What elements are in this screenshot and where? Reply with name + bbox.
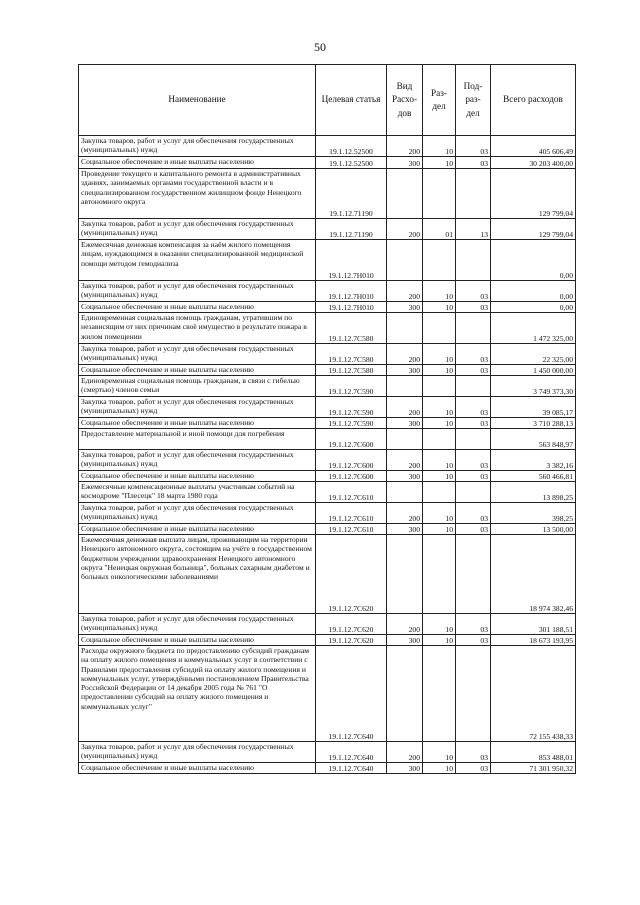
table-row bbox=[79, 397, 576, 418]
row-podrazdel: 03 bbox=[456, 503, 491, 524]
table-row bbox=[79, 418, 576, 429]
row-name: Закупка товаров, работ и услуг для обеспечения государственных (муниципальных) нужд bbox=[79, 344, 316, 365]
row-vid: 200 bbox=[387, 614, 423, 635]
row-code: 19.1.12.52500 bbox=[316, 157, 387, 169]
row-vid: 300 bbox=[387, 302, 423, 313]
row-razdel: 10 bbox=[423, 635, 456, 646]
row-podrazdel: 03 bbox=[456, 742, 491, 763]
row-razdel: 10 bbox=[423, 614, 456, 635]
row-vid: 200 bbox=[387, 136, 423, 157]
row-code: 19.1.12.7C580 bbox=[316, 365, 387, 376]
table-row bbox=[79, 281, 576, 302]
row-code: 19.1.12.7C640 bbox=[316, 763, 387, 774]
row-code: 19.1.12.7C600 bbox=[316, 450, 387, 471]
row-total: 72 155 438,33 bbox=[491, 646, 576, 742]
row-name: Закупка товаров, работ и услуг для обеспечения государственных (муниципальных) нужд bbox=[79, 614, 316, 635]
row-razdel bbox=[423, 535, 456, 614]
row-podrazdel bbox=[456, 535, 491, 614]
row-razdel: 10 bbox=[423, 365, 456, 376]
table-row bbox=[79, 471, 576, 482]
row-podrazdel: 03 bbox=[456, 365, 491, 376]
row-total: 129 799,04 bbox=[491, 169, 576, 219]
row-vid bbox=[387, 169, 423, 219]
row-name: Единовременная социальная помощь гражданам, в связи с гибелью (смертью) членов семьи bbox=[79, 376, 316, 397]
row-code: 19.1.12.7C610 bbox=[316, 482, 387, 503]
row-total: 129 799,04 bbox=[491, 219, 576, 240]
row-razdel: 10 bbox=[423, 471, 456, 482]
row-name: Закупка товаров, работ и услуг для обеспечения государственных (муниципальных) нужд bbox=[79, 742, 316, 763]
row-razdel: 10 bbox=[423, 524, 456, 535]
row-podrazdel bbox=[456, 429, 491, 450]
table-row bbox=[79, 503, 576, 524]
row-name: Расходы окружного бюджета по предоставлению субсидий гражданам на оплату жилого помещения и коммунальных услуг в соответствии с Правилами предоставления субсидий на оплату жилого помещения и коммунальных услуг, утверждёнными постановлением Правительства Российской Федерации от 14 декабря 2005 года № 761 "О предоставлении субсидий на оплату жилого помещения и коммунальных услуг" bbox=[79, 646, 316, 742]
budget-table bbox=[78, 64, 576, 774]
row-vid bbox=[387, 429, 423, 450]
row-podrazdel: 03 bbox=[456, 614, 491, 635]
row-total: 853 488,01 bbox=[491, 742, 576, 763]
table-row bbox=[79, 763, 576, 774]
row-total: 0,00 bbox=[491, 281, 576, 302]
table-row bbox=[79, 240, 576, 281]
table-row bbox=[79, 136, 576, 157]
row-name: Социальное обеспечение и иные выплаты населению bbox=[79, 524, 316, 535]
table-row bbox=[79, 614, 576, 635]
row-total: 1 472 325,00 bbox=[491, 313, 576, 344]
row-total: 560 466,81 bbox=[491, 471, 576, 482]
row-razdel: 10 bbox=[423, 742, 456, 763]
row-total: 13 500,00 bbox=[491, 524, 576, 535]
table-row bbox=[79, 524, 576, 535]
row-vid: 300 bbox=[387, 763, 423, 774]
row-vid: 200 bbox=[387, 344, 423, 365]
row-name: Закупка товаров, работ и услуг для обеспечения государственных (муниципальных) нужд bbox=[79, 219, 316, 240]
row-code: 19.1.12.7C590 bbox=[316, 397, 387, 418]
row-vid: 300 bbox=[387, 157, 423, 169]
row-vid: 200 bbox=[387, 281, 423, 302]
row-podrazdel bbox=[456, 482, 491, 503]
row-name: Единовременная социальная помощь гражданам, утратившим по независящим от них причинам своё имущество в результате пожара в жилом помещении bbox=[79, 313, 316, 344]
row-podrazdel: 03 bbox=[456, 344, 491, 365]
table-row bbox=[79, 157, 576, 169]
row-code: 19.1.12.7C640 bbox=[316, 742, 387, 763]
row-razdel: 10 bbox=[423, 136, 456, 157]
row-podrazdel bbox=[456, 646, 491, 742]
table-row bbox=[79, 429, 576, 450]
row-podrazdel: 03 bbox=[456, 418, 491, 429]
row-code: 19.1.12.7C640 bbox=[316, 646, 387, 742]
row-vid bbox=[387, 376, 423, 397]
row-razdel: 10 bbox=[423, 450, 456, 471]
table-row bbox=[79, 313, 576, 344]
row-code: 19.1.12.7C620 bbox=[316, 635, 387, 646]
row-name: Социальное обеспечение и иные выплаты населению bbox=[79, 302, 316, 313]
row-total: 22 325,00 bbox=[491, 344, 576, 365]
row-podrazdel: 03 bbox=[456, 524, 491, 535]
table-row bbox=[79, 302, 576, 313]
row-code: 19.1.12.71190 bbox=[316, 219, 387, 240]
row-code: 19.1.12.7C590 bbox=[316, 418, 387, 429]
row-name: Проведение текущего и капитального ремонта в административных зданиях, занимаемых органами государственной власти и в специализированном государственном жилищном фонде Ненецкого автономного округа bbox=[79, 169, 316, 219]
row-name: Социальное обеспечение и иные выплаты населению bbox=[79, 365, 316, 376]
row-total: 18 974 382,46 bbox=[491, 535, 576, 614]
row-vid: 200 bbox=[387, 742, 423, 763]
row-razdel bbox=[423, 429, 456, 450]
header-razdel: Раз- дел bbox=[423, 65, 456, 136]
row-name: Предоставление материальной и иной помощи для погребения bbox=[79, 429, 316, 450]
row-vid bbox=[387, 535, 423, 614]
row-razdel bbox=[423, 169, 456, 219]
row-podrazdel: 03 bbox=[456, 302, 491, 313]
row-total: 0,00 bbox=[491, 302, 576, 313]
row-code: 19.1.12.7H010 bbox=[316, 240, 387, 281]
table-header bbox=[79, 65, 576, 136]
row-podrazdel bbox=[456, 240, 491, 281]
header-podrazdel: Под- раз- дел bbox=[456, 65, 491, 136]
page-number: 50 bbox=[314, 40, 326, 54]
row-total: 0,00 bbox=[491, 240, 576, 281]
row-total: 18 673 193,95 bbox=[491, 635, 576, 646]
row-podrazdel bbox=[456, 313, 491, 344]
row-razdel bbox=[423, 482, 456, 503]
row-code: 19.1.12.7C610 bbox=[316, 503, 387, 524]
row-razdel bbox=[423, 313, 456, 344]
row-razdel bbox=[423, 646, 456, 742]
row-podrazdel: 03 bbox=[456, 157, 491, 169]
row-vid: 200 bbox=[387, 397, 423, 418]
table-row bbox=[79, 450, 576, 471]
row-code: 19.1.12.7C590 bbox=[316, 376, 387, 397]
row-podrazdel: 13 bbox=[456, 219, 491, 240]
table-row bbox=[79, 742, 576, 763]
row-vid: 300 bbox=[387, 635, 423, 646]
table-row bbox=[79, 646, 576, 742]
row-podrazdel: 03 bbox=[456, 397, 491, 418]
row-total: 39 085,17 bbox=[491, 397, 576, 418]
row-name: Ежемесячные компенсационные выплаты участникам событий на космодроме "Плесецк" 18 марта 1980 года bbox=[79, 482, 316, 503]
table-row bbox=[79, 635, 576, 646]
table-body bbox=[79, 136, 576, 774]
table-row bbox=[79, 482, 576, 503]
row-podrazdel: 03 bbox=[456, 763, 491, 774]
row-podrazdel: 03 bbox=[456, 635, 491, 646]
row-razdel: 10 bbox=[423, 397, 456, 418]
table-row bbox=[79, 169, 576, 219]
row-podrazdel bbox=[456, 169, 491, 219]
header-code: Целевая статья bbox=[316, 65, 387, 136]
row-total: 3 749 373,30 bbox=[491, 376, 576, 397]
row-vid: 300 bbox=[387, 524, 423, 535]
row-vid: 300 bbox=[387, 365, 423, 376]
header-name: Наименование bbox=[79, 65, 316, 136]
row-vid: 200 bbox=[387, 219, 423, 240]
table-row bbox=[79, 365, 576, 376]
row-total: 1 450 000,00 bbox=[491, 365, 576, 376]
row-vid bbox=[387, 313, 423, 344]
row-code: 19.1.12.7C620 bbox=[316, 614, 387, 635]
row-code: 19.1.12.7C600 bbox=[316, 429, 387, 450]
row-name: Социальное обеспечение и иные выплаты населению bbox=[79, 157, 316, 169]
row-razdel bbox=[423, 376, 456, 397]
header-vid: Вид Расхо- дов bbox=[387, 65, 423, 136]
row-razdel: 10 bbox=[423, 418, 456, 429]
row-total: 3 710 288,13 bbox=[491, 418, 576, 429]
row-podrazdel: 03 bbox=[456, 450, 491, 471]
row-vid: 300 bbox=[387, 418, 423, 429]
row-name: Закупка товаров, работ и услуг для обеспечения государственных (муниципальных) нужд bbox=[79, 136, 316, 157]
row-code: 19.1.12.7C620 bbox=[316, 535, 387, 614]
row-vid bbox=[387, 646, 423, 742]
row-total: 3 382,16 bbox=[491, 450, 576, 471]
row-code: 19.1.12.7C580 bbox=[316, 313, 387, 344]
row-name: Закупка товаров, работ и услуг для обеспечения государственных (муниципальных) нужд bbox=[79, 450, 316, 471]
row-razdel: 10 bbox=[423, 344, 456, 365]
table-row bbox=[79, 376, 576, 397]
row-name: Закупка товаров, работ и услуг для обеспечения государственных (муниципальных) нужд bbox=[79, 397, 316, 418]
row-name: Закупка товаров, работ и услуг для обеспечения государственных (муниципальных) нужд bbox=[79, 281, 316, 302]
row-code: 19.1.12.52500 bbox=[316, 136, 387, 157]
table-row bbox=[79, 344, 576, 365]
row-name: Социальное обеспечение и иные выплаты населению bbox=[79, 635, 316, 646]
row-total: 13 898,25 bbox=[491, 482, 576, 503]
row-total: 71 301 950,32 bbox=[491, 763, 576, 774]
row-total: 301 188,51 bbox=[491, 614, 576, 635]
row-vid: 200 bbox=[387, 503, 423, 524]
row-name: Социальное обеспечение и иные выплаты населению bbox=[79, 471, 316, 482]
row-razdel: 10 bbox=[423, 503, 456, 524]
row-name: Социальное обеспечение и иные выплаты населению bbox=[79, 418, 316, 429]
row-code: 19.1.12.7C610 bbox=[316, 524, 387, 535]
row-razdel bbox=[423, 240, 456, 281]
row-vid bbox=[387, 240, 423, 281]
row-name: Ежемесячная денежная компенсация за наём жилого помещения лицам, нуждающимся в оказании специализированной медицинской помощи методом гемодиализа bbox=[79, 240, 316, 281]
row-razdel: 10 bbox=[423, 281, 456, 302]
header-total: Всего расходов bbox=[491, 65, 576, 136]
row-podrazdel bbox=[456, 376, 491, 397]
row-total: 405 606,49 bbox=[491, 136, 576, 157]
row-code: 19.1.12.7H010 bbox=[316, 281, 387, 302]
row-razdel: 10 bbox=[423, 763, 456, 774]
row-podrazdel: 03 bbox=[456, 281, 491, 302]
row-name: Ежемесячная денежная выплата лицам, проживающим на территории Ненецкого автономного округа, состоящим на учёте в государственном бюджетном учреждении здравоохранения Ненецкого автономного округа "Ненецкая окружная больница", больных сахарным диабетом и больных онкологическими заболеваниями bbox=[79, 535, 316, 614]
row-name: Закупка товаров, работ и услуг для обеспечения государственных (муниципальных) нужд bbox=[79, 503, 316, 524]
row-code: 19.1.12.7C580 bbox=[316, 344, 387, 365]
row-total: 563 848,97 bbox=[491, 429, 576, 450]
row-vid: 200 bbox=[387, 450, 423, 471]
row-total: 30 203 400,00 bbox=[491, 157, 576, 169]
row-podrazdel: 03 bbox=[456, 471, 491, 482]
row-podrazdel: 03 bbox=[456, 136, 491, 157]
row-code: 19.1.12.71190 bbox=[316, 169, 387, 219]
row-code: 19.1.12.7H010 bbox=[316, 302, 387, 313]
row-razdel: 10 bbox=[423, 157, 456, 169]
row-vid: 300 bbox=[387, 471, 423, 482]
row-razdel: 01 bbox=[423, 219, 456, 240]
row-code: 19.1.12.7C600 bbox=[316, 471, 387, 482]
table-row bbox=[79, 535, 576, 614]
table-row bbox=[79, 219, 576, 240]
row-name: Социальное обеспечение и иные выплаты населению bbox=[79, 763, 316, 774]
row-razdel: 10 bbox=[423, 302, 456, 313]
row-vid bbox=[387, 482, 423, 503]
row-total: 398,25 bbox=[491, 503, 576, 524]
